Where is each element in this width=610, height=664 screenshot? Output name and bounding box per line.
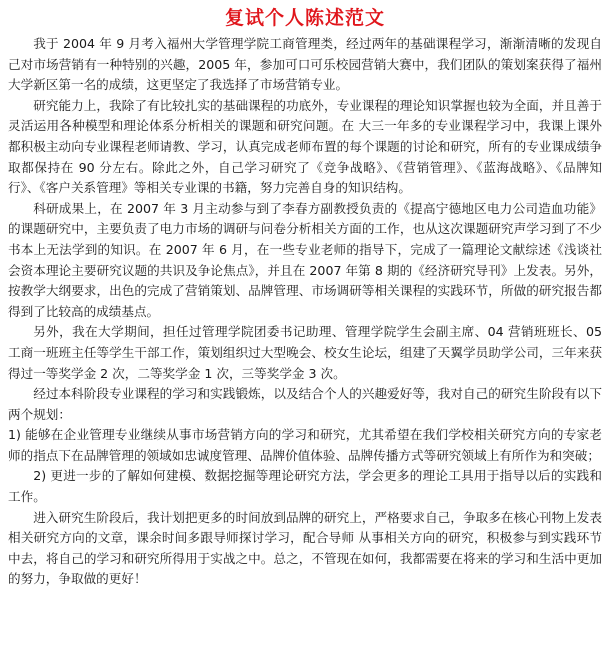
- paragraph-activities: 另外，我在大学期间，担任过管理学院团委书记助理、管理学院学生会副主席、04 营销班班长、05 工商一班班主任等学生干部工作，策划组织过大型晚会、校女生论坛，组建了天翼学员助学公司，三年来获得过一等奖学金 2 次，二等奖学金 1 次，三等奖学金 3 次。: [8, 324, 602, 381]
- paragraph-education: 我于 2004 年 9 月考入福州大学管理学院工商管理类，经过两年的基础课程学习，渐渐清晰的发现自己对市场营销有一种特别的兴趣，2005 年，参加可口可乐校园营销大赛中，我们团队的策划案获得了福州大学新区第一名的成绩，这更坚定了我选择了市场营销专业。: [8, 36, 602, 93]
- page-title: 复试个人陈述范文: [224, 7, 385, 29]
- paragraph-closing: 进入研究生阶段后，我计划把更多的时间放到品牌的研究上，严格要求自己，争取多在核心刊物上发表相关研究方向的文章，课余时间多跟导师探讨学习，配合导师 从事相关方向的研究，积极参与到实践环节中去，将自己的学习和研究所得用于实战之中。总之，不管现在如何，我都需要在将来的学习和生活中更加的努力，争取做的更好！: [8, 509, 602, 587]
- paragraph-plan-intro: 经过本科阶段专业课程的学习和实践锻炼，以及结合个人的兴趣爱好等，我对自己的研究生阶段有以下两个规划：: [8, 386, 602, 422]
- plan-item-2: 2) 更进一步的了解如何建模、数据挖掘等理论研究方法，学会更多的理论工具用于指导以后的实践和工作。: [8, 468, 602, 505]
- paragraph-research-ability: 研究能力上，我除了有比较扎实的基础课程的功底外，专业课程的理论知识掌握也较为全面，并且善于灵活运用各种模型和理论体系分析相关的课题和研究问题。在 大三一年多的专业课程学习中，我课上课外都积极主动向专业课程老师请教、学习，认真完成老师布置的每个课题的讨论和研究，所有的专业课成绩争取都保持在 90 分左右。除此之外，自己学习研究了《竞争战略》、《营销管理》、《蓝海战略》、《品牌知行》、《客户关系管理》等相关专业课的书籍，努力完善自身的知识结构。: [8, 97, 602, 196]
- paragraph-research-results: 科研成果上，在 2007 年 3 月主动参与到了李春方副教授负责的《提高宁德地区电力公司造血功能》的课题研究中，主要负责了电力市场的调研与问卷分析相关方面的工作，也从这次课题研究声学习到了不少书本上无法学到的知识。在 2007 年 6 月，在一些专业老师的指导下，完成了一篇理论文献综述《浅谈社会资本理论主要研究议题的共识及争论焦点》，并且在 2007 年第 8 期的《经济研究导刊》上发表。另外，按教学大纲要求，出色的完成了营销策划、品牌管理、市场调研等相关课程的实践环节，所做的研究报告都得到了比较高的成绩基点。: [8, 200, 602, 319]
- plan-item-1: 1) 能够在企业管理专业继续从事市场营销方向的学习和研究，尤其希望在我们学校相关研究方向的专家老师的指点下在品牌管理的领域如忠诚度管理、品牌价值体验、品牌传播方式等研究领域上有所作为和突破；: [8, 427, 602, 463]
